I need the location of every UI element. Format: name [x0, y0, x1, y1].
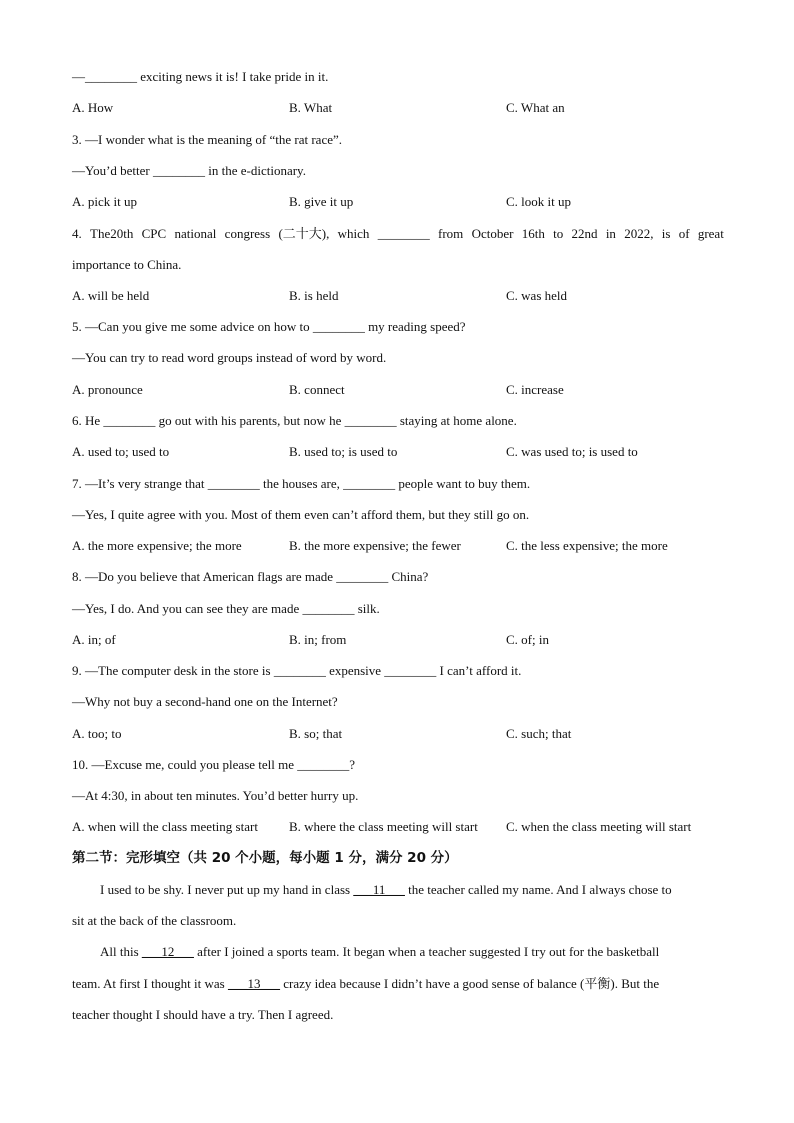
option-c: C. such; that — [506, 726, 572, 741]
word: 22nd — [571, 226, 598, 241]
question-7-line1: 7. —It’s very strange that ________ the houses are, ________ people want to buy them. — [72, 476, 531, 491]
question-5-line2: —You can try to read word groups instead of word by word. — [72, 350, 387, 365]
word: 16th — [521, 226, 545, 241]
word: CPC — [141, 226, 167, 241]
option-c: C. was held — [506, 288, 568, 303]
passage-paragraph-2-line1: All this ___12___ after I joined a sports team. It began when a teacher suggested I try out for the basketball — [100, 944, 660, 959]
option-a: A. the more expensive; the more — [72, 538, 242, 553]
question-4-line1 — [72, 226, 724, 242]
question-7-line2: —Yes, I quite agree with you. Most of them even can’t afford them, but they still go on. — [72, 507, 530, 522]
option-a: A. pronounce — [72, 382, 143, 397]
option-a: A. will be held — [72, 288, 150, 303]
word: of — [678, 226, 690, 241]
option-a: A. in; of — [72, 632, 116, 647]
word: national — [174, 226, 217, 241]
option-c: C. the less expensive; the more — [506, 538, 668, 553]
option-a: A. pick it up — [72, 194, 137, 209]
option-c: C. What an — [506, 100, 565, 115]
option-c: C. was used to; is used to — [506, 444, 638, 459]
blank-12: ___12___ — [141, 944, 194, 959]
question-10-line2: —At 4:30, in about ten minutes. You’d better hurry up. — [72, 788, 359, 803]
blank-13: ___13___ — [227, 976, 280, 991]
blank-11: ___11___ — [353, 882, 405, 897]
question-3-line2: —You’d better ________ in the e-dictionary. — [72, 163, 306, 178]
word: The20th — [90, 226, 134, 241]
question-3-line1: 3. —I wonder what is the meaning of “the rat race”. — [72, 132, 343, 147]
passage-paragraph-2-line2: team. At first I thought it was ___13___ crazy idea because I didn’t have a good sense of balance (平衡). But the — [72, 976, 660, 991]
question-8-line2: —Yes, I do. And you can see they are made ________ silk. — [72, 601, 380, 616]
word: (二十大), — [278, 226, 330, 241]
word: in — [605, 226, 616, 241]
option-b: B. where the class meeting will start — [289, 819, 478, 834]
option-b: B. give it up — [289, 194, 354, 209]
word: great — [697, 226, 724, 241]
option-b: B. What — [289, 100, 333, 115]
option-c: C. increase — [506, 382, 564, 397]
option-a: A. How — [72, 100, 114, 115]
word: ________ — [377, 226, 430, 241]
question-6-line1: 6. He ________ go out with his parents, but now he ________ staying at home alone. — [72, 413, 517, 428]
option-b: B. in; from — [289, 632, 347, 647]
word: 2022, — [624, 226, 654, 241]
word: congress — [224, 226, 271, 241]
question-9-line1: 9. —The computer desk in the store is ________ expensive ________ I can’t afford it. — [72, 663, 522, 678]
option-c: C. of; in — [506, 632, 549, 647]
option-c: C. when the class meeting will start — [506, 819, 692, 834]
question-4-line2: importance to China. — [72, 257, 182, 272]
option-a: A. too; to — [72, 726, 122, 741]
option-c: C. look it up — [506, 194, 572, 209]
question-9-line2: —Why not buy a second-hand one on the Internet? — [72, 694, 338, 709]
option-b: B. so; that — [289, 726, 343, 741]
section-heading: 第二节：完形填空（共 20 个小题，每小题 1 分，满分 20 分） — [72, 850, 458, 866]
word: which — [337, 226, 370, 241]
word: is — [661, 226, 671, 241]
word: from — [438, 226, 464, 241]
question-5-line1: 5. —Can you give me some advice on how to ________ my reading speed? — [72, 319, 466, 334]
word: to — [553, 226, 564, 241]
option-b: B. is held — [289, 288, 339, 303]
word: October — [471, 226, 514, 241]
word: 4. — [72, 226, 82, 241]
question-10-line1: 10. —Excuse me, could you please tell me ________? — [72, 757, 356, 772]
passage-paragraph-1-line2: sit at the back of the classroom. — [72, 913, 237, 928]
question-2-line: —________ exciting news it is! I take pride in it. — [72, 69, 329, 84]
option-a: A. used to; used to — [72, 444, 170, 459]
option-b: B. the more expensive; the fewer — [289, 538, 461, 553]
option-a: A. when will the class meeting start — [72, 819, 258, 834]
option-b: B. used to; is used to — [289, 444, 398, 459]
passage-paragraph-1-line1: I used to be shy. I never put up my hand in class ___11___ the teacher called my name. And I always chose to — [100, 882, 672, 897]
option-b: B. connect — [289, 382, 345, 397]
question-8-line1: 8. —Do you believe that American flags are made ________ China? — [72, 569, 429, 584]
passage-paragraph-2-line3: teacher thought I should have a try. Then I agreed. — [72, 1007, 334, 1022]
